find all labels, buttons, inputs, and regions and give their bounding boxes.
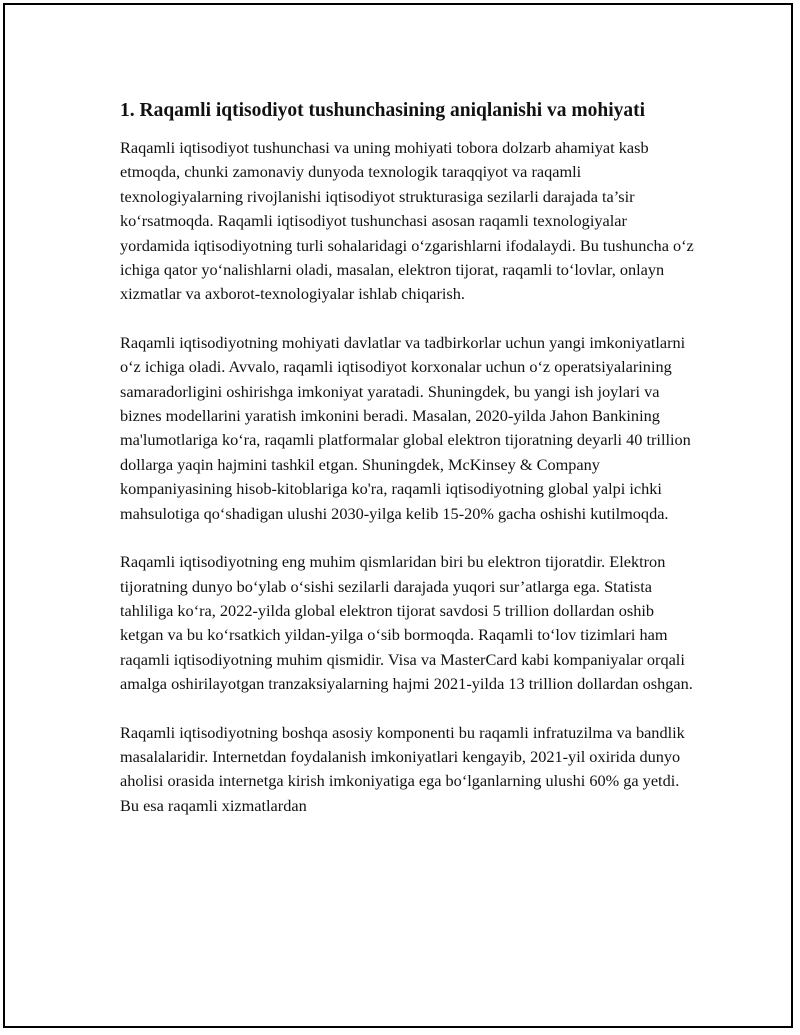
paragraph-1: Raqamli iqtisodiyot tushunchasi va uning mohiyati tobora dolzarb ahamiyat kasb etmoqda, chunki zamonaviy dunyoda texnologik taraqqiyot va raqamli texnologiyalarning rivojlanishi iqtisodiyot strukturasiga sezilarli darajada ta’sir ko‘rsatmoqda. Raqamli iqtisodiyot tushunchasi asosan raqamli texnologiyalar yordamida iqtisodiyotning turli sohalaridagi o‘zgarishlarni ifodalaydi. Bu tushuncha o‘z ichiga qator yo‘nalishlarni oladi, masalan, elektron tijorat, raqamli to‘lovlar, onlayn xizmatlar va axborot-texnologiyalar ishlab chiqarish. [120, 138, 694, 304]
document-content [120, 98, 695, 842]
document-page [3, 3, 793, 1028]
paragraph-4: Raqamli iqtisodiyotning boshqa asosiy komponenti bu raqamli infratuzilma va bandlik masalalaridir. Internetdan foydalanish imkoniyatlari kengayib, 2021-yil oxirida dunyo aholisi orasida internetga kirish imkoniyatiga ega bo‘lganlarning ulushi 60% ga yetdi. Bu esa raqamli xizmatlardan [120, 722, 685, 815]
paragraph-3: Raqamli iqtisodiyotning eng muhim qismlaridan biri bu elektron tijoratdir. Elektron tijoratning dunyo bo‘ylab o‘sishi sezilarli darajada yuqori sur’atlarga ega. Statista tahliliga ko‘ra, 2022-yilda global elektron tijorat savdosi 5 trillion dollardan oshib ketgan va bu ko‘rsatkich yildan-yilga o‘sib bormoqda. Raqamli to‘lov tizimlari ham raqamli iqtisodiyotning muhim qismidir. Visa va MasterCard kabi kompaniyalar orqali amalga oshirilayotgan tranzaksiyalarning hajmi 2021-yilda 13 trillion dollardan oshgan. [120, 552, 693, 694]
paragraph-2: Raqamli iqtisodiyotning mohiyati davlatlar va tadbirkorlar uchun yangi imkoniyatlarni o‘z ichiga oladi. Avvalo, raqamli iqtisodiyot korxonalar uchun o‘z operatsiyalarining samaradorligini oshirishga imkoniyat yaratadi. Shuningdek, bu yangi ish joylari va biznes modellarini yaratish imkonini beradi. Masalan, 2020-yilda Jahon Bankining ma'lumotlariga ko‘ra, raqamli platformalar global elektron tijoratning deyarli 40 trillion dollarga yaqin hajmini tashkil etgan. Shuningdek, McKinsey & Company kompaniyasining hisob-kitoblariga ko'ra, raqamli iqtisodiyotning global yalpi ichki mahsulotiga qo‘shadigan ulushi 2030-yilga kelib 15-20% gacha oshishi kutilmoqda. [120, 332, 691, 523]
section-heading: 1. Raqamli iqtisodiyot tushunchasining aniqlanishi va mohiyati [120, 100, 646, 121]
